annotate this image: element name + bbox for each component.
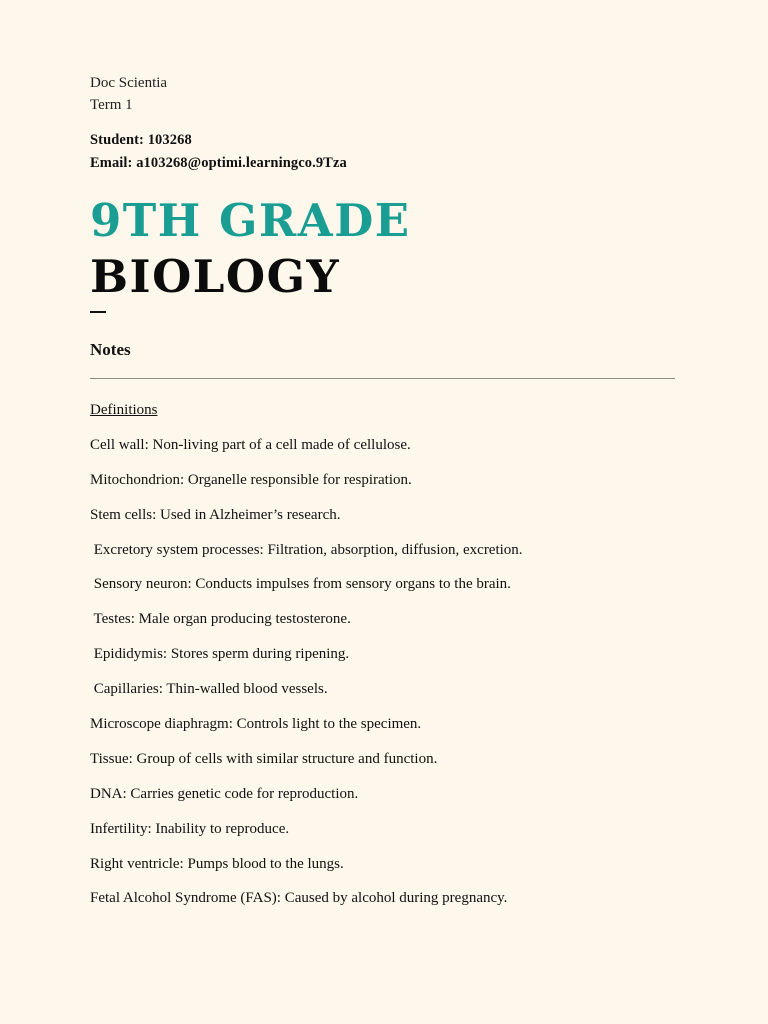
definition-item: Microscope diaphragm: Controls light to the specimen. <box>90 716 422 733</box>
definition-item: Capillaries: Thin-walled blood vessels. <box>90 681 328 698</box>
definition-item: Fetal Alcohol Syndrome (FAS): Caused by alcohol during pregnancy. <box>90 890 508 907</box>
organization-name: Doc Scientia <box>90 75 168 91</box>
definition-item: DNA: Carries genetic code for reproduction. <box>90 785 359 802</box>
document-page <box>90 72 675 908</box>
document-title-subject: BIOLOGY <box>90 250 341 303</box>
section-title: Notes <box>90 340 131 359</box>
definition-item: Tissue: Group of cells with similar structure and function. <box>90 750 438 767</box>
definition-item: Excretory system processes: Filtration, absorption, diffusion, excretion. <box>90 541 523 558</box>
title-dash-divider <box>90 311 106 313</box>
definitions-list <box>90 435 675 909</box>
student-id: Student: 103268 <box>90 132 192 148</box>
definition-item: Infertility: Inability to reproduce. <box>90 820 290 837</box>
definition-item: Epididymis: Stores sperm during ripening. <box>90 646 350 663</box>
student-info <box>90 129 675 175</box>
definition-item: Stem cells: Used in Alzheimer’s research. <box>90 506 341 523</box>
definitions-heading: Definitions <box>90 402 158 418</box>
student-email: Email: a103268@optimi.learningco.9Tza <box>90 155 347 171</box>
document-title-grade: 9TH GRADE <box>90 194 411 247</box>
definition-item: Mitochondrion: Organelle responsible for respiration. <box>90 471 412 488</box>
definition-item: Testes: Male organ producing testosterone. <box>90 611 351 628</box>
section-divider <box>90 378 675 379</box>
term-label: Term 1 <box>90 97 133 113</box>
definition-item: Right ventricle: Pumps blood to the lungs. <box>90 855 344 872</box>
definition-item: Cell wall: Non-living part of a cell made of cellulose. <box>90 436 411 453</box>
definition-item: Sensory neuron: Conducts impulses from sensory organs to the brain. <box>90 576 511 593</box>
